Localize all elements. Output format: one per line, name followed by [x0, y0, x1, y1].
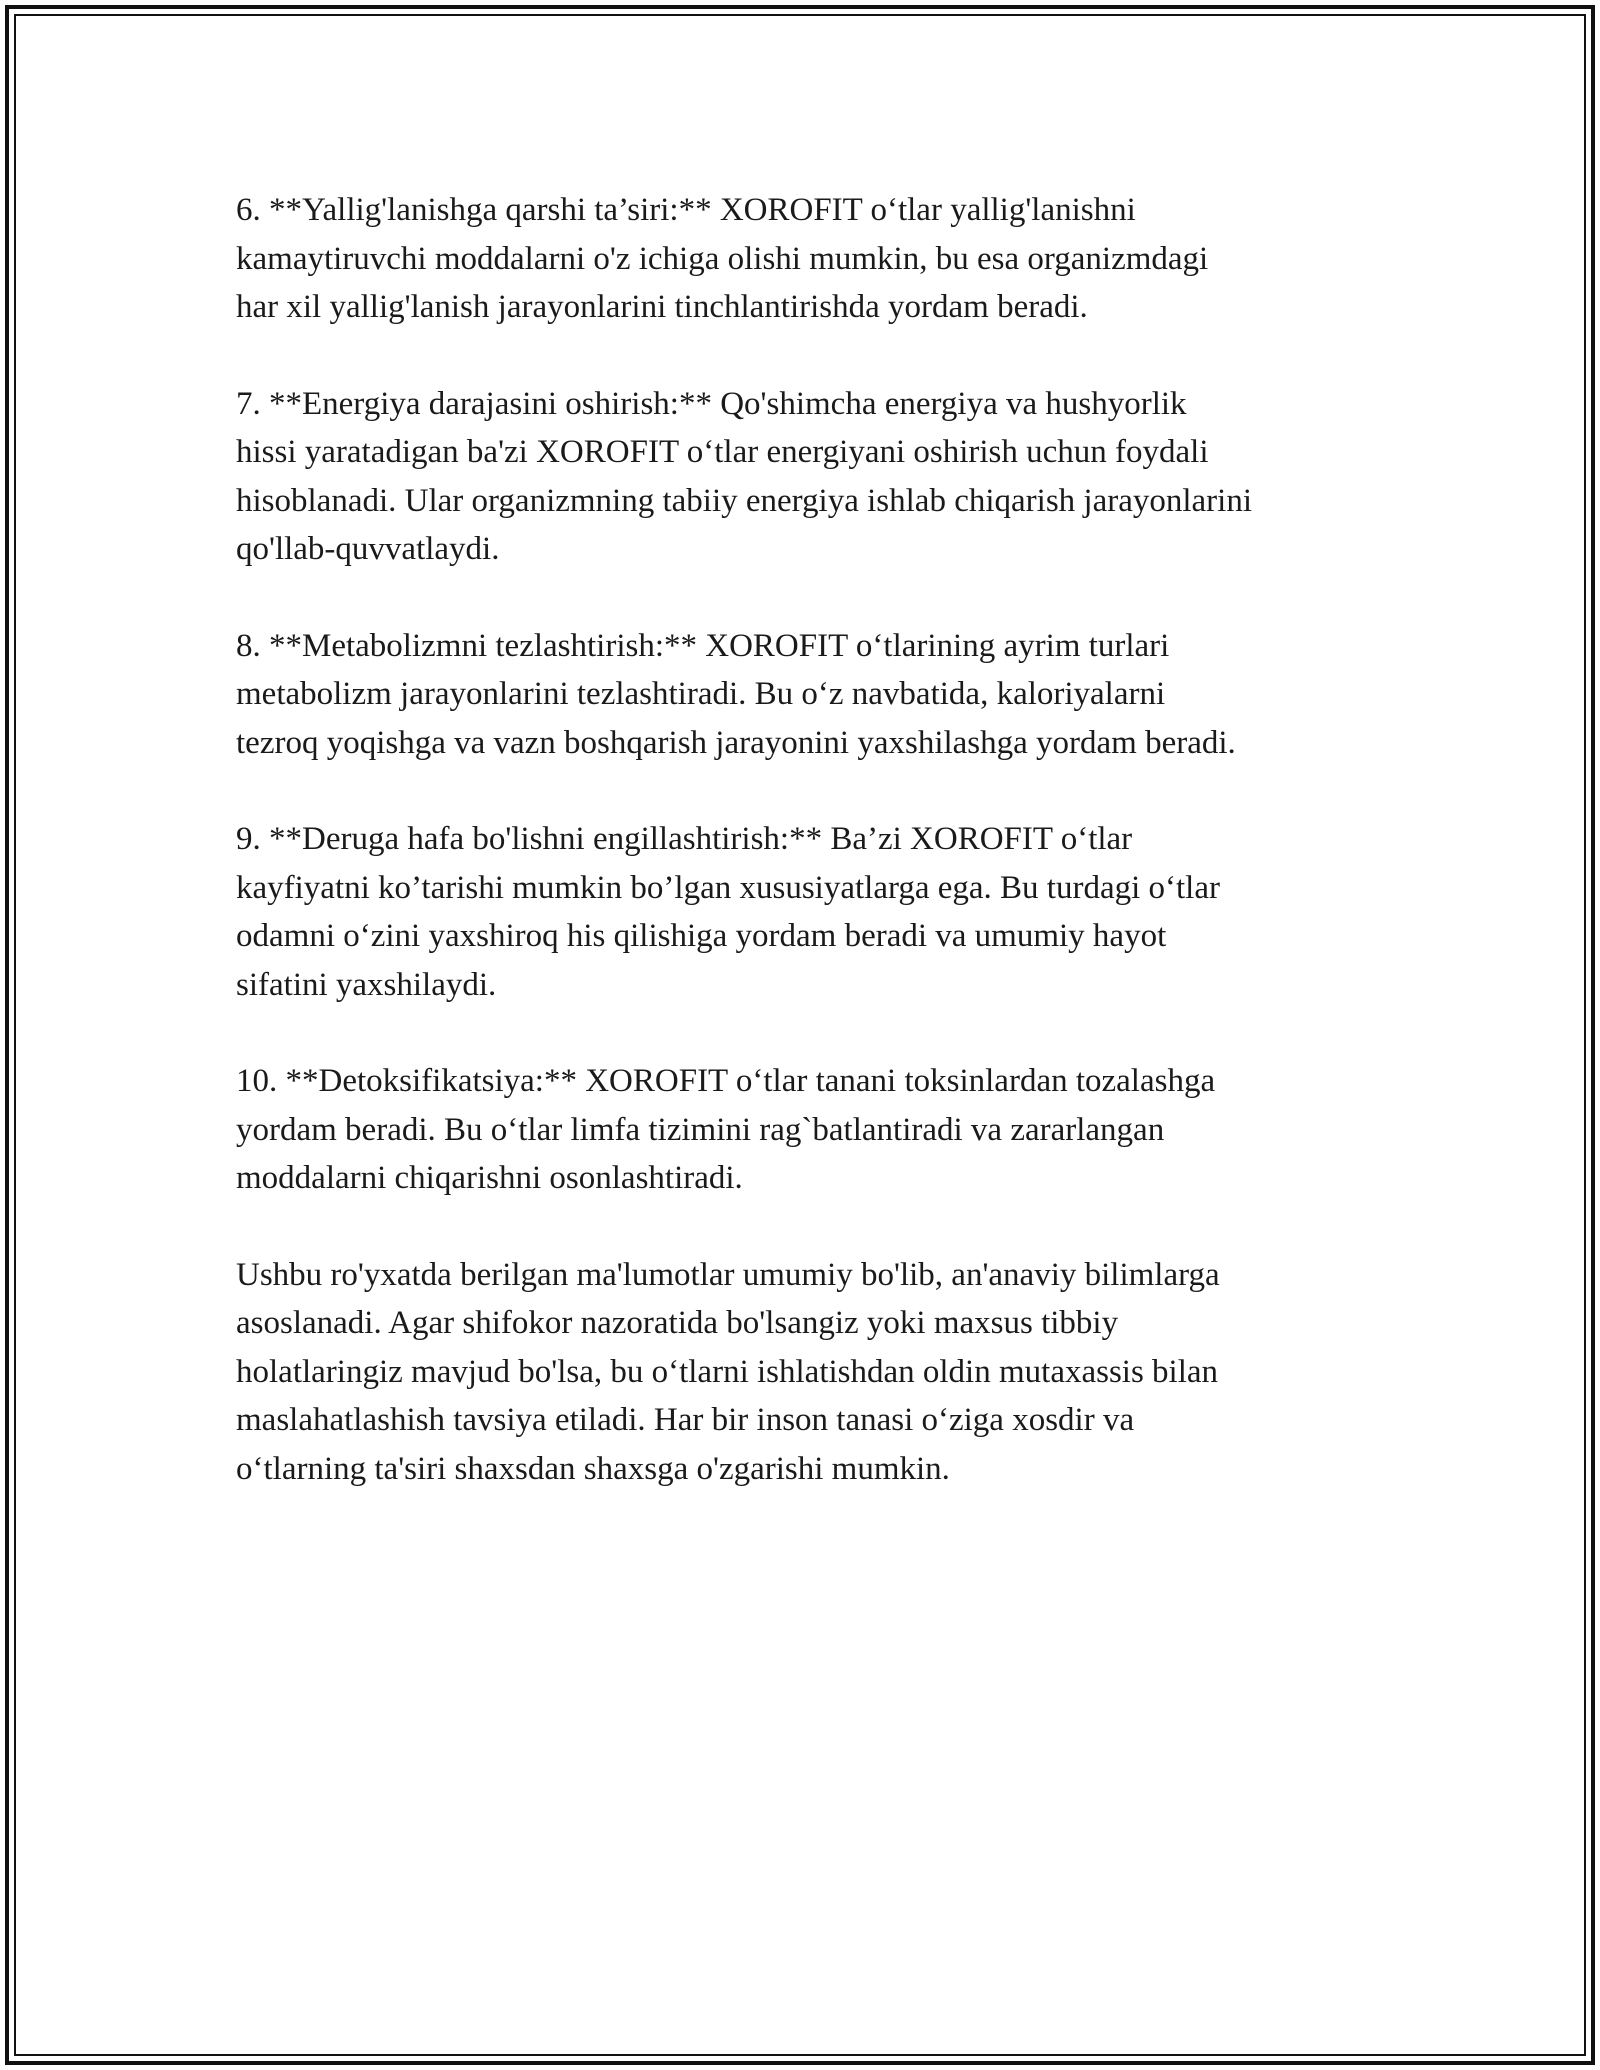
text-line: metabolizm jarayonlarini tezlashtiradi. Bu o‘z navbatida, kaloriyalarni	[236, 676, 1166, 712]
document-body	[236, 186, 1386, 1541]
text-line: 7. **Energiya darajasini oshirish:** Qo'shimcha energiya va hushyorlik	[236, 385, 1187, 422]
text-line: har xil yallig'lanish jarayonlarini tinchlantirishda yordam beradi.	[236, 289, 1088, 325]
text-line: holatlaringiz mavjud bo'lsa, bu o‘tlarni ishlatishdan oldin mutaxassis bilan	[236, 1353, 1219, 1390]
disclaimer-paragraph	[236, 1251, 1386, 1494]
text-line: 9. **Deruga hafa bo'lishni engillashtirish:** Ba’zi XOROFIT o‘tlar	[236, 821, 1133, 857]
text-line: hissi yaratadigan ba'zi XOROFIT o‘tlar energiyani oshirish uchun foydali	[236, 434, 1209, 470]
text-line: odamni o‘zini yaxshiroq his qilishiga yordam beradi va umumiy hayot	[236, 918, 1167, 954]
list-item-energy	[236, 380, 1386, 574]
text-line: kamaytiruvchi moddalarni o'z ichiga olishi mumkin, bu esa organizmdagi	[236, 240, 1209, 277]
text-line: Ushbu ro'yxatda berilgan ma'lumotlar umumiy bo'lib, an'anaviy bilimlarga	[236, 1256, 1220, 1293]
text-line: qo'llab-quvvatlaydi.	[236, 531, 500, 567]
text-line: kayfiyatni ko’tarishi mumkin bo’lgan xususiyatlarga ega. Bu turdagi o‘tlar	[236, 869, 1220, 906]
text-line: yordam beradi. Bu o‘tlar limfa tizimini rag`batlantiradi va zararlangan	[236, 1111, 1165, 1148]
text-line: moddalarni chiqarishni osonlashtiradi.	[236, 1160, 743, 1196]
text-line: sifatini yaxshilaydi.	[236, 966, 497, 1003]
text-line: hisoblanadi. Ular organizmning tabiiy energiya ishlab chiqarish jarayonlarini	[236, 482, 1253, 519]
text-line: o‘tlarning ta'siri shaxsdan shaxsga o'zgarishi mumkin.	[236, 1450, 950, 1487]
list-item-metabolism	[236, 622, 1386, 768]
list-item-anti-inflammatory	[236, 186, 1386, 332]
text-line: 6. **Yallig'lanishga qarshi ta’siri:** XOROFIT o‘tlar yallig'lanishni	[236, 192, 1136, 228]
text-line: tezroq yoqishga va vazn boshqarish jarayonini yaxshilashga yordam beradi.	[236, 724, 1236, 761]
text-line: 10. **Detoksifikatsiya:** XOROFIT o‘tlar tanani toksinlardan tozalashga	[236, 1063, 1216, 1099]
text-line: 8. **Metabolizmni tezlashtirish:** XOROFIT o‘tlarining ayrim turlari	[236, 627, 1170, 664]
text-line: maslahatlashish tavsiya etiladi. Har bir inson tanasi o‘ziga xosdir va	[236, 1402, 1135, 1438]
list-item-mood	[236, 815, 1386, 1009]
text-line: asoslanadi. Agar shifokor nazoratida bo'lsangiz yoki maxsus tibbiy	[236, 1305, 1119, 1341]
list-item-detox	[236, 1057, 1386, 1203]
